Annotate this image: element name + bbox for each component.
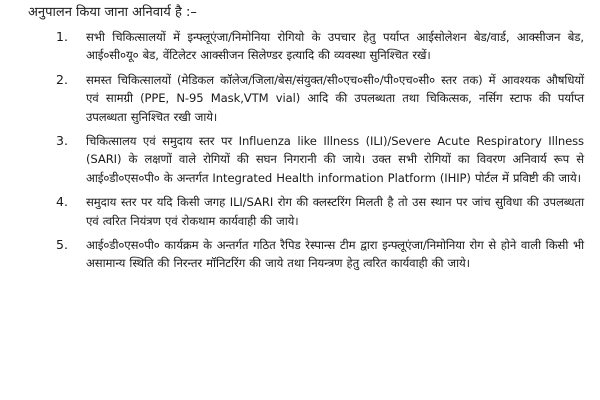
list-item-3 <box>26 132 584 187</box>
item-number: 4. <box>56 194 68 210</box>
item-number: 1. <box>56 29 68 44</box>
list-item-4 <box>26 193 584 230</box>
instruction-list <box>26 28 584 273</box>
list-item-5 <box>26 236 584 273</box>
item-number: 3. <box>56 133 68 149</box>
item-text: समुदाय स्तर पर यदि किसी जगह ILI/SARI रोग की क्लस्टरिंग मिलती है तो उस स्थान पर जांच सुविधा की उपलब्धता एवं त्वरित नियंत्रण एवं रोकथाम कार्यवाही की जाये। <box>86 195 584 228</box>
item-text: सभी चिकित्सालयों में इन्फ्लूएंजा/निमोनिया रोगियो के उपचार हेतु पर्याप्त आईसोलेशन बेड/वार्ड, आक्सीजन बेड, आई०सी०यू० बेड, वेंटिलेटर आक्सीजन सिलेण्डर इत्यादि की व्यवस्था सुनिश्चित रखें। <box>86 30 584 63</box>
item-text: आई०डी०एस०पी० कार्यक्रम के अन्तर्गत गठित रैपिड रेस्पान्स टीम द्वारा इन्फ्लूएंजा/निमोनिया रोग से होने वाली किसी भी असामान्य स्थिति की निरन्तर मॉनिटरिंग की जाये तथा नियन्त्रण हेतु त्वरित कार्यवाही की जाये। <box>86 238 584 271</box>
item-number: 2. <box>56 71 68 87</box>
item-number: 5. <box>56 237 68 253</box>
item-text: चिकित्सालय एवं समुदाय स्तर पर Influenza like Illness (ILI)/Severe Acute Respiratory Illness (SARI) के लक्षणों वाले रोगियों की सघन निगरानी की जाये। उक्त सभी रोगियों का विवरण अनिवार्य रूप से आई०डी०एस०पी० के अन्तर्गत Integrated Health information Platform (IHIP) पोर्टल में प्रविष्टी की जाये। <box>86 134 584 185</box>
list-item-1 <box>26 28 584 65</box>
intro-text: अनुपालन किया जाना अनिवार्य है :– <box>28 5 197 20</box>
item-text: समस्त चिकित्सालयों (मेडिकल कॉलेज/जिला/बेस/संयुक्त/सी०एच०सी०/पी०एच०सी० स्तर तक) में आवश्यक औषधियों एवं सामग्री (PPE, N-95 Mask,VTM vial) आदि की उपलब्धता तथा चिकित्सक, नर्सिग स्टाफ की पर्याप्त उपलब्धता सुनिश्चित रखी जाये। <box>86 72 584 124</box>
list-item-2 <box>26 71 584 126</box>
